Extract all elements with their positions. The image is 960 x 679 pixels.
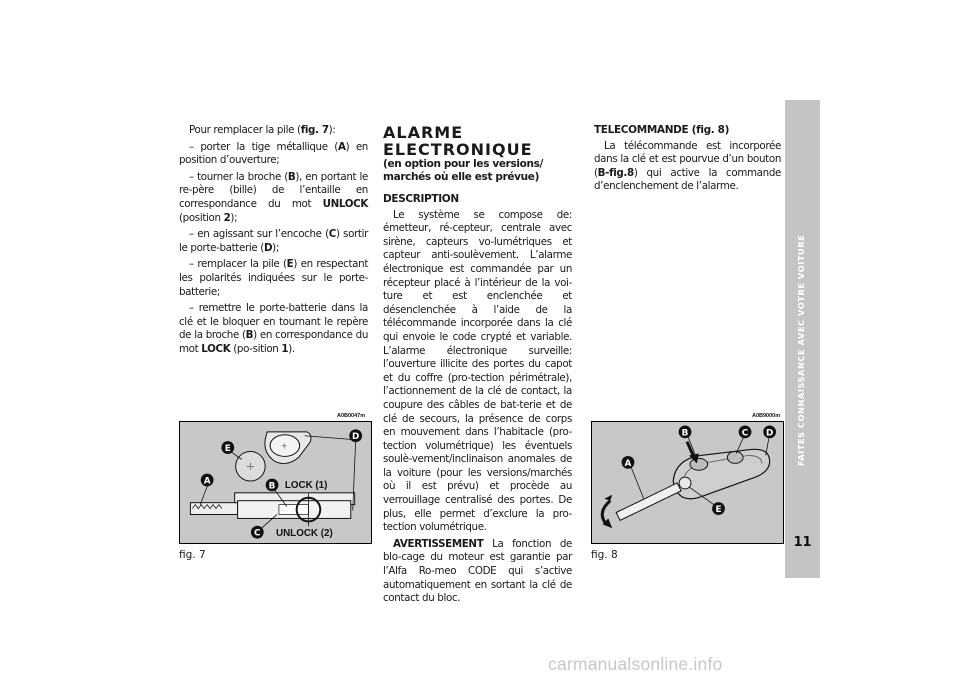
section-subtitle: (en option pour les versions/ marchés où elle est prévue): [383, 158, 544, 183]
figure-8-remote-key: [591, 421, 784, 544]
alarm-column: [383, 124, 572, 609]
watermark: carmanualsonline.info: [548, 654, 723, 674]
remote-heading: TELECOMMANDE (fig. 8): [594, 124, 730, 136]
callout-a: A: [624, 458, 632, 469]
instruction-step: – tourner la broche (B), en portant le re-père (bille) de l’entaille en correspondance du mot UNLOCK (position 2);: [179, 170, 368, 224]
figure-caption: fig. 8: [591, 549, 618, 561]
callout-d: D: [352, 432, 360, 443]
unlock-label: UNLOCK (2): [275, 528, 333, 540]
figure-code: A0B0047m: [337, 413, 366, 419]
section-title: ALARME ELECTRONIQUE: [383, 123, 533, 159]
instruction-step: – porter la tige métallique (A) en position d’ouverture;: [179, 140, 368, 167]
svg-text:+: +: [245, 459, 256, 474]
remote-control-column: [594, 124, 781, 197]
callout-c: C: [741, 428, 749, 439]
callout-e: E: [715, 505, 722, 516]
warning-text: AVERTISSEMENT La fonction de blo-cage du moteur est garantie par l’Alfa Ro-meo CODE qui s’active automatiquement en sortant la clé de contact du bloc.: [383, 537, 572, 605]
description-heading: DESCRIPTION: [383, 193, 459, 205]
chapter-title-text: FAITES CONNAISSANCE AVEC VOTRE VOITURE: [796, 234, 806, 466]
description-text: Le système se compose de: émetteur, ré-cepteur, centrale avec sirène, capteurs vo-lumétriques et capteur anti-soulèvement. L’alarme électronique est commandée par un récepteur placé à l’intérieur de la voi-ture et est enclenchée et désenclenchée à l’aide de la télécommande incorporée dans la clé qui envoie le code crypté et variable. L’alarme électronique surveille: l’ouverture illicite des portes du capot et du coffre (pro-tection périmétrale), l’actionnement de la clé de contact, la coupure des câbles de bat-terie et de clé de secours, la présence de corps en mouvement dans l’habitacle (pro-tection volumétrique) les éventuels soulè-vement/inclinaison anomales de la voiture (pour les versions/marchés où il est prévu) et procède au verrouillage centralisé des portes. De plus, elle permet d’exclure la pro-tection volumétrique.: [383, 208, 572, 534]
instruction-step: – remplacer la pile (E) en respectant les polarités indiquées sur le porte-batterie;: [179, 258, 369, 298]
key-battery-illustration: [180, 422, 371, 543]
callout-b: B: [681, 428, 689, 439]
callout-e: E: [224, 444, 231, 455]
figure-7-key-battery: [179, 421, 372, 544]
battery-instructions-column: [179, 124, 368, 360]
callout-b: B: [268, 481, 276, 492]
figure-caption: fig. 7: [179, 549, 206, 561]
remote-text: La télécommande est incorporée dans la clé et est pourvue d’un bouton (B-fig.8) qui active la commande d’enclenchement de l’alarme.: [594, 139, 781, 193]
callout-a: A: [203, 476, 211, 487]
lock-label: LOCK (1): [284, 479, 328, 491]
figure-code: A0B9000m: [752, 413, 781, 419]
svg-text:+: +: [280, 441, 288, 451]
instruction-step: – en agissant sur l’encoche (C) sortir le porte-batterie (D);: [179, 228, 368, 254]
page-number: 11: [793, 535, 812, 550]
remote-key-illustration: [592, 422, 783, 543]
instruction-intro: Pour remplacer la pile (fig. 7):: [189, 124, 336, 136]
callout-d: D: [765, 428, 774, 439]
instruction-step: – remettre le porte-batterie dans la clé et le bloquer en tournant le repère de la broche (B) en correspondance du mot LOCK (po-sition 1).: [179, 302, 369, 355]
callout-c: C: [254, 528, 261, 539]
warning-label: AVERTISSEMENT: [393, 537, 484, 550]
